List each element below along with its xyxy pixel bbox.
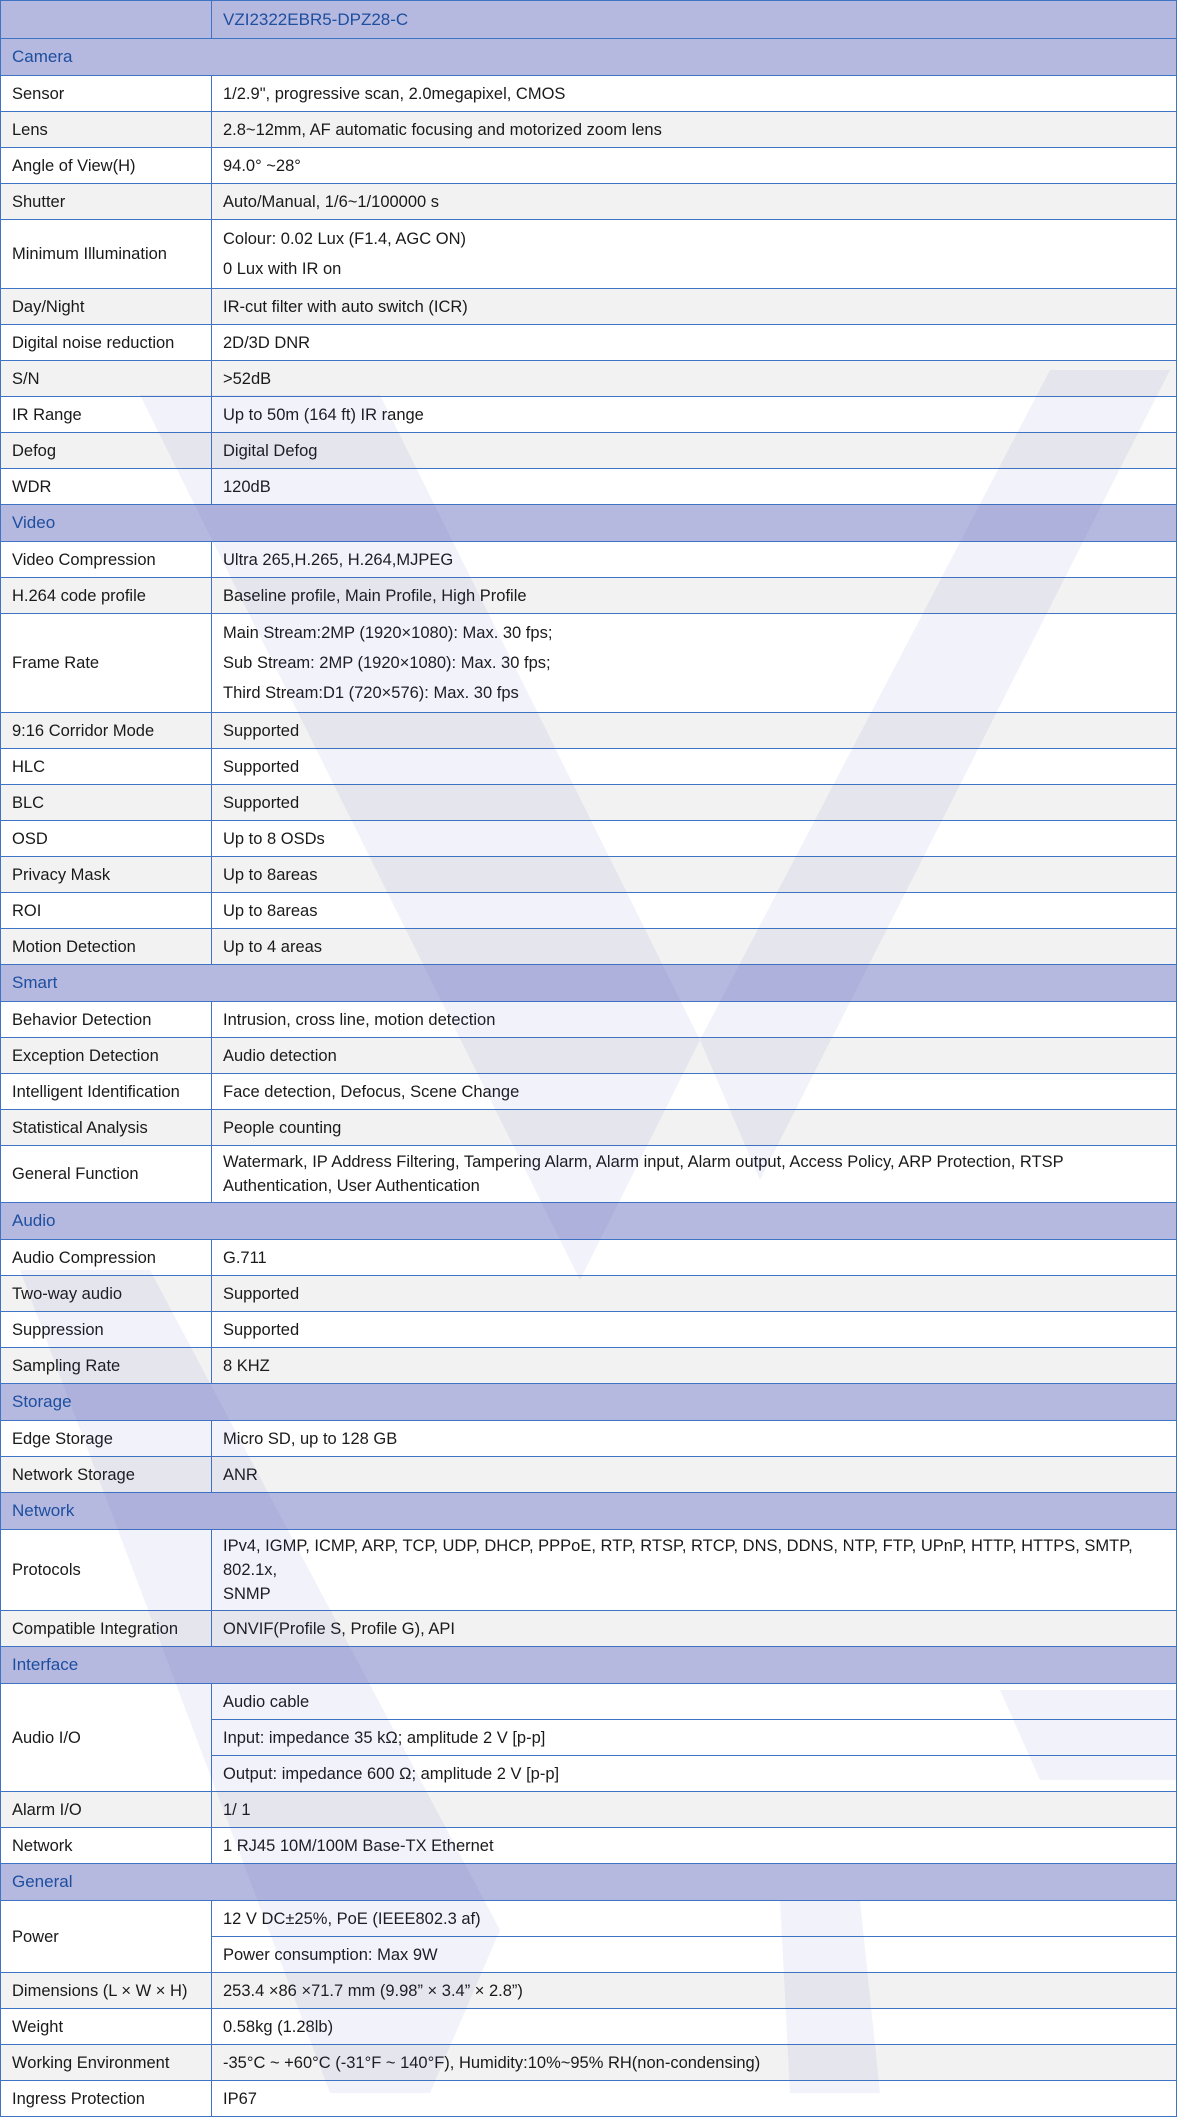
spec-value: 1/2.9", progressive scan, 2.0megapixel, CMOS (212, 76, 1177, 112)
spec-label: S/N (1, 361, 212, 397)
spec-label: Audio Compression (1, 1240, 212, 1276)
spec-row-suppression (1, 1312, 1177, 1348)
spec-value: 0.58kg (1.28lb) (212, 2009, 1177, 2045)
spec-value: 94.0° ~28° (212, 148, 1177, 184)
spec-row-ir-range (1, 397, 1177, 433)
spec-label: BLC (1, 785, 212, 821)
spec-value: Auto/Manual, 1/6~1/100000 s (212, 184, 1177, 220)
spec-value: People counting (212, 1110, 1177, 1146)
section-title: General (1, 1864, 1177, 1901)
spec-value: ANR (212, 1457, 1177, 1493)
spec-value (212, 220, 1177, 289)
spec-value (212, 1146, 1177, 1203)
spec-value: Up to 8areas (212, 893, 1177, 929)
spec-value: IP67 (212, 2081, 1177, 2117)
spec-row-roi (1, 893, 1177, 929)
section-header-video (1, 505, 1177, 542)
spec-row-audio-i-o (1, 1684, 1177, 1720)
spec-row-9-16-corridor-mode (1, 713, 1177, 749)
spec-row-s-n (1, 361, 1177, 397)
spec-value: Up to 4 areas (212, 929, 1177, 965)
spec-row-lens (1, 112, 1177, 148)
spec-row-network-storage (1, 1457, 1177, 1493)
section-header-general (1, 1864, 1177, 1901)
spec-row-video-compression (1, 542, 1177, 578)
model-header-blank (1, 1, 212, 39)
spec-value: Output: impedance 600 Ω; amplitude 2 V [p-p] (212, 1756, 1177, 1792)
spec-label: OSD (1, 821, 212, 857)
spec-value-line: Authentication, User Authentication (223, 1177, 480, 1195)
spec-label: Behavior Detection (1, 1002, 212, 1038)
spec-label: Suppression (1, 1312, 212, 1348)
spec-row-shutter (1, 184, 1177, 220)
spec-label: Statistical Analysis (1, 1110, 212, 1146)
spec-label: 9:16 Corridor Mode (1, 713, 212, 749)
spec-row-sensor (1, 76, 1177, 112)
section-title: Smart (1, 965, 1177, 1002)
spec-label: Motion Detection (1, 929, 212, 965)
spec-row-day-night (1, 289, 1177, 325)
spec-value: ONVIF(Profile S, Profile G), API (212, 1611, 1177, 1647)
spec-row-wdr (1, 469, 1177, 505)
spec-value: IR-cut filter with auto switch (ICR) (212, 289, 1177, 325)
section-title: Audio (1, 1203, 1177, 1240)
spec-value-line: Watermark, IP Address Filtering, Tampering Alarm, Alarm input, Alarm output, Access Policy, ARP Protection, RTSP (223, 1153, 1064, 1171)
spec-value: Audio cable (212, 1684, 1177, 1720)
spec-row-angle-of-view-h (1, 148, 1177, 184)
spec-row-privacy-mask (1, 857, 1177, 893)
spec-value: Supported (212, 749, 1177, 785)
spec-value-line: IPv4, IGMP, ICMP, ARP, TCP, UDP, DHCP, PPPoE, RTP, RTSP, RTCP, DNS, DDNS, NTP, FTP, UPnP, HTTP, HTTPS, SMTP, 802.1x, (223, 1537, 1133, 1579)
spec-row-intelligent-identification (1, 1074, 1177, 1110)
spec-label: H.264 code profile (1, 578, 212, 614)
spec-value (212, 614, 1177, 713)
spec-label: Day/Night (1, 289, 212, 325)
spec-value: Supported (212, 1312, 1177, 1348)
spec-label: Protocols (1, 1530, 212, 1611)
spec-row-hlc (1, 749, 1177, 785)
spec-value: 2D/3D DNR (212, 325, 1177, 361)
spec-value: 8 KHZ (212, 1348, 1177, 1384)
spec-row-compatible-integration (1, 1611, 1177, 1647)
spec-value: Digital Defog (212, 433, 1177, 469)
spec-value (212, 1530, 1177, 1611)
spec-value: -35°C ~ +60°C (-31°F ~ 140°F), Humidity:10%~95% RH(non-condensing) (212, 2045, 1177, 2081)
spec-label: Sensor (1, 76, 212, 112)
spec-value: Baseline profile, Main Profile, High Profile (212, 578, 1177, 614)
spec-value: Supported (212, 1276, 1177, 1312)
spec-value: Up to 50m (164 ft) IR range (212, 397, 1177, 433)
spec-value: Face detection, Defocus, Scene Change (212, 1074, 1177, 1110)
spec-row-statistical-analysis (1, 1110, 1177, 1146)
spec-value: Up to 8 OSDs (212, 821, 1177, 857)
spec-value: Up to 8areas (212, 857, 1177, 893)
spec-row-two-way-audio (1, 1276, 1177, 1312)
spec-label: Network (1, 1828, 212, 1864)
spec-value: Ultra 265,H.265, H.264,MJPEG (212, 542, 1177, 578)
spec-label: IR Range (1, 397, 212, 433)
spec-value: >52dB (212, 361, 1177, 397)
spec-label: Dimensions (L × W × H) (1, 1973, 212, 2009)
spec-value: Intrusion, cross line, motion detection (212, 1002, 1177, 1038)
spec-value: Power consumption: Max 9W (212, 1937, 1177, 1973)
section-title: Video (1, 505, 1177, 542)
spec-label: Power (1, 1901, 212, 1973)
spec-row-dimensions-l-w-h (1, 1973, 1177, 2009)
spec-value-line: Main Stream:2MP (1920×1080): Max. 30 fps; (223, 624, 553, 642)
spec-value: Supported (212, 713, 1177, 749)
spec-label: HLC (1, 749, 212, 785)
spec-value: Supported (212, 785, 1177, 821)
spec-label: Two-way audio (1, 1276, 212, 1312)
spec-value: 253.4 ×86 ×71.7 mm (9.98” × 3.4” × 2.8”) (212, 1973, 1177, 2009)
spec-label: Privacy Mask (1, 857, 212, 893)
spec-row-h-264-code-profile (1, 578, 1177, 614)
spec-label: Audio I/O (1, 1684, 212, 1792)
spec-label: Ingress Protection (1, 2081, 212, 2117)
spec-value: Audio detection (212, 1038, 1177, 1074)
spec-label: Sampling Rate (1, 1348, 212, 1384)
spec-label: Frame Rate (1, 614, 212, 713)
spec-value: Micro SD, up to 128 GB (212, 1421, 1177, 1457)
spec-row-minimum-illumination (1, 220, 1177, 289)
spec-row-weight (1, 2009, 1177, 2045)
spec-row-edge-storage (1, 1421, 1177, 1457)
spec-row-behavior-detection (1, 1002, 1177, 1038)
spec-value: 1 RJ45 10M/100M Base-TX Ethernet (212, 1828, 1177, 1864)
model-header-row (1, 1, 1177, 39)
spec-value-line: Third Stream:D1 (720×576): Max. 30 fps (223, 684, 519, 702)
spec-row-osd (1, 821, 1177, 857)
spec-label: WDR (1, 469, 212, 505)
spec-label: Alarm I/O (1, 1792, 212, 1828)
spec-row-audio-compression (1, 1240, 1177, 1276)
spec-label: ROI (1, 893, 212, 929)
spec-label: Minimum Illumination (1, 220, 212, 289)
section-title: Interface (1, 1647, 1177, 1684)
spec-row-ingress-protection (1, 2081, 1177, 2117)
spec-row-network (1, 1828, 1177, 1864)
spec-label: Angle of View(H) (1, 148, 212, 184)
spec-label: Edge Storage (1, 1421, 212, 1457)
spec-label: Defog (1, 433, 212, 469)
spec-label: Intelligent Identification (1, 1074, 212, 1110)
section-title: Camera (1, 39, 1177, 76)
section-header-smart (1, 965, 1177, 1002)
spec-value: 12 V DC±25%, PoE (IEEE802.3 af) (212, 1901, 1177, 1937)
spec-value: Input: impedance 35 kΩ; amplitude 2 V [p-p] (212, 1720, 1177, 1756)
section-header-network (1, 1493, 1177, 1530)
spec-row-blc (1, 785, 1177, 821)
section-header-camera (1, 39, 1177, 76)
spec-row-working-environment (1, 2045, 1177, 2081)
spec-row-alarm-i-o (1, 1792, 1177, 1828)
spec-row-exception-detection (1, 1038, 1177, 1074)
spec-value: 2.8~12mm, AF automatic focusing and motorized zoom lens (212, 112, 1177, 148)
spec-row-defog (1, 433, 1177, 469)
spec-value: 120dB (212, 469, 1177, 505)
spec-label: Network Storage (1, 1457, 212, 1493)
spec-row-motion-detection (1, 929, 1177, 965)
spec-value-line: Colour: 0.02 Lux (F1.4, AGC ON) (223, 230, 467, 248)
section-header-interface (1, 1647, 1177, 1684)
section-header-storage (1, 1384, 1177, 1421)
spec-label: Compatible Integration (1, 1611, 212, 1647)
model-name: VZI2322EBR5-DPZ28-C (212, 1, 1177, 39)
spec-label: Video Compression (1, 542, 212, 578)
spec-label: Shutter (1, 184, 212, 220)
spec-row-general-function (1, 1146, 1177, 1203)
spec-value-line: SNMP (223, 1585, 271, 1603)
section-header-audio (1, 1203, 1177, 1240)
spec-row-protocols (1, 1530, 1177, 1611)
section-title: Storage (1, 1384, 1177, 1421)
spec-row-digital-noise-reduction (1, 325, 1177, 361)
spec-label: Working Environment (1, 2045, 212, 2081)
spec-label: Digital noise reduction (1, 325, 212, 361)
spec-value: G.711 (212, 1240, 1177, 1276)
spec-row-power (1, 1901, 1177, 1937)
spec-row-sampling-rate (1, 1348, 1177, 1384)
spec-row-frame-rate (1, 614, 1177, 713)
spec-value-line: 0 Lux with IR on (223, 260, 342, 278)
spec-value: 1/ 1 (212, 1792, 1177, 1828)
spec-label: Exception Detection (1, 1038, 212, 1074)
spec-label: General Function (1, 1146, 212, 1203)
spec-label: Lens (1, 112, 212, 148)
spec-value-line: Sub Stream: 2MP (1920×1080): Max. 30 fps; (223, 654, 551, 672)
spec-label: Weight (1, 2009, 212, 2045)
section-title: Network (1, 1493, 1177, 1530)
